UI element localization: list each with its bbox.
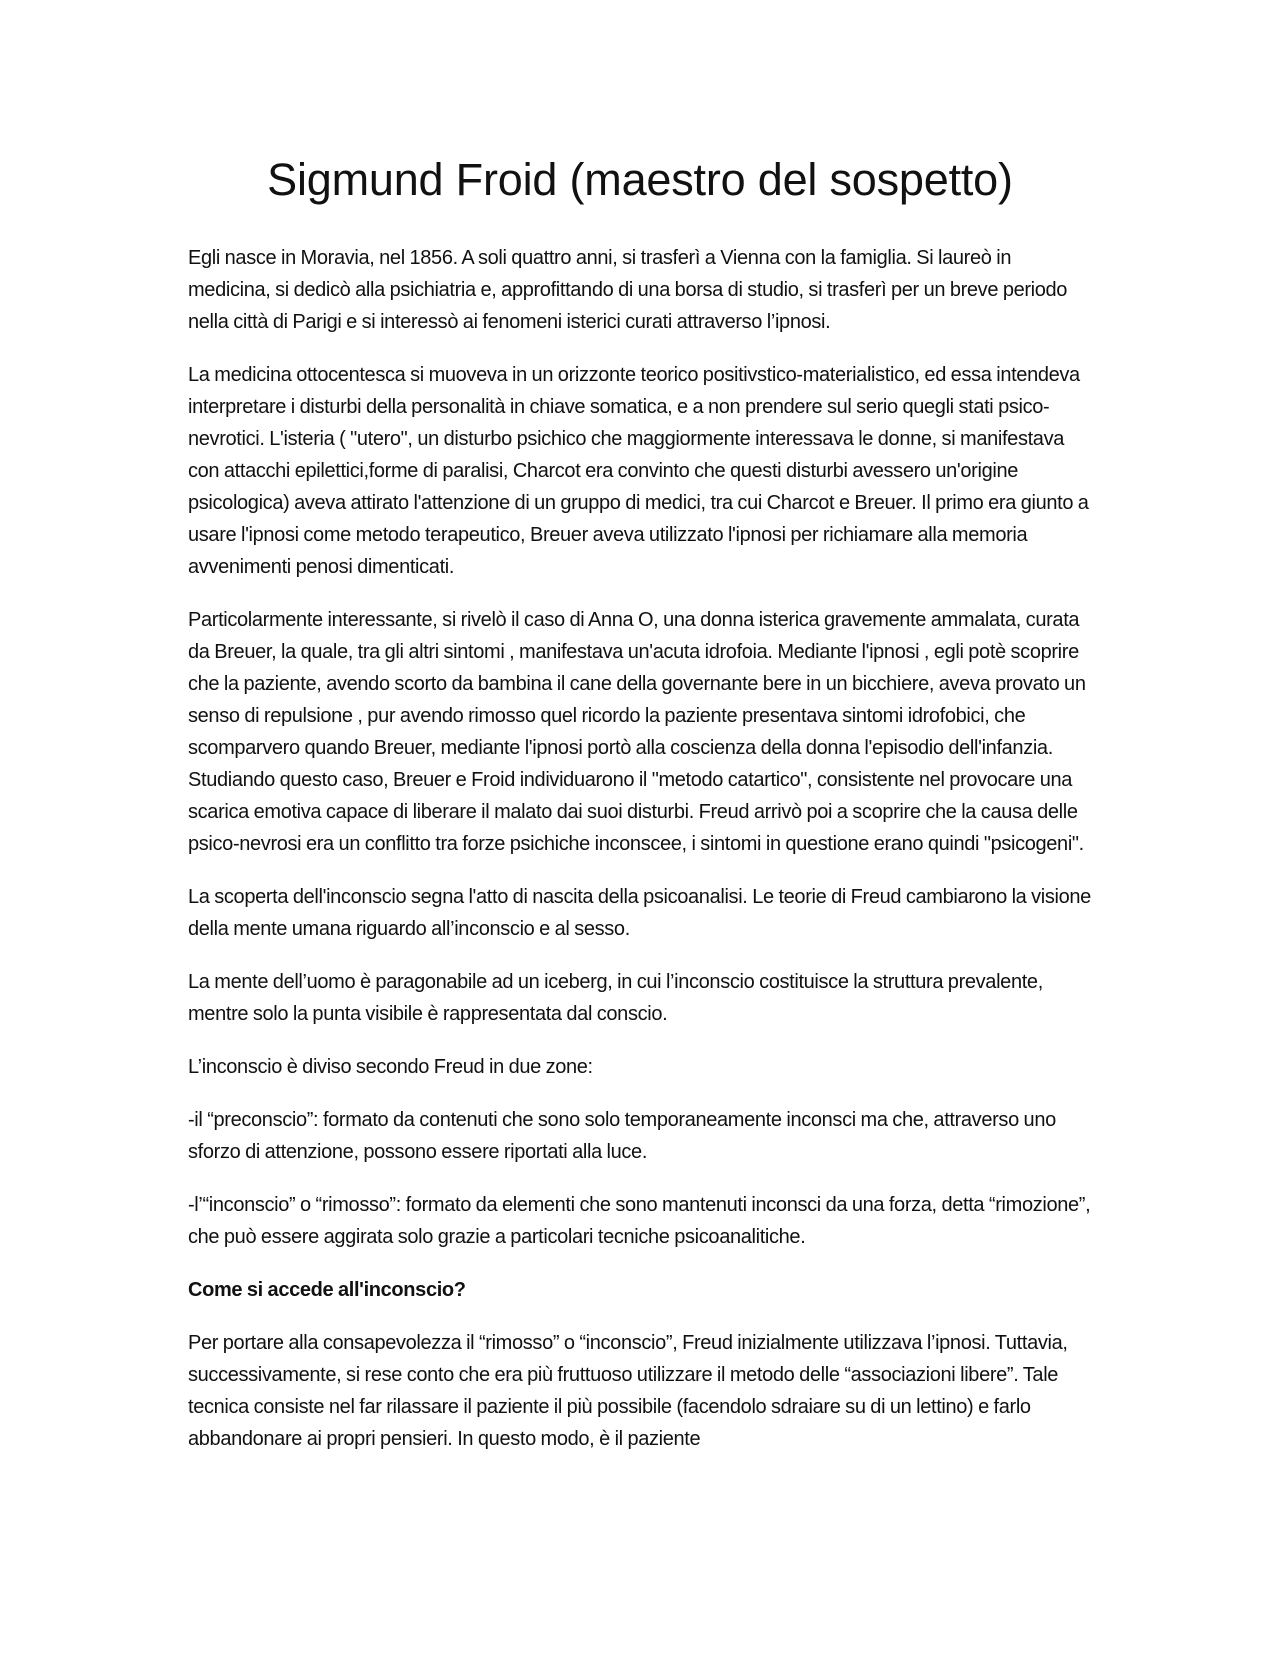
paragraph-biography: Egli nasce in Moravia, nel 1856. A soli quattro anni, si trasferì a Vienna con la famiglia. Si laureò in medicina, si dedicò alla psichiatria e, approfittando di una borsa di studio, si trasferì per un breve periodo nella città di Parigi e si interessò ai fenomeni isterici curati attraverso l’ipnosi.: [188, 247, 1068, 333]
document-title: Sigmund Froid (maestro del sospetto): [267, 154, 1013, 205]
paragraph-free-association: Per portare alla consapevolezza il “rimosso” o “inconscio”, Freud inizialmente utilizzava l’ipnosi. Tuttavia, successivamente, si rese conto che era più fruttuoso utilizzare il metodo delle “associazioni libere”. Tale tecnica consiste nel far rilassare il paziente il più possibile (facendolo sdraiare su di un lettino) e farlo abbandonare ai propri pensieri. In questo modo, è il paziente: [188, 1332, 1068, 1450]
paragraph-iceberg: La mente dell’uomo è paragonabile ad un iceberg, in cui l’inconscio costituisce la struttura prevalente, mentre solo la punta visibile è rappresentata dal conscio.: [188, 971, 1043, 1025]
paragraph-preconscious: -il “preconscio”: formato da contenuti che sono solo temporaneamente inconsci ma che, attraverso uno sforzo di attenzione, possono essere riportati alla luce.: [188, 1109, 1056, 1163]
paragraph-anna-o: Particolarmente interessante, si rivelò il caso di Anna O, una donna isterica gravemente ammalata, curata da Breuer, la quale, tra gli altri sintomi , manifestava un'acuta idrofoia. Mediante l'ipnosi , egli potè scoprire che la paziente, avendo scorto da bambina il cane della governante bere in un bicchiere, aveva provato un senso di repulsione , pur avendo rimosso quel ricordo la paziente presentava sintomi idrofobici, che scomparvero quando Breuer, mediante l'ipnosi portò alla coscienza della donna l'episodio dell'infanzia. Studiando questo caso, Breuer e Froid individuarono il "metodo catartico", consistente nel provocare una scarica emotiva capace di liberare il malato dai suoi disturbi. Freud arrivò poi a scoprire che la causa delle psico-nevrosi era un conflitto tra forze psichiche inconscee, i sintomi in questione erano quindi "psicogeni".: [188, 609, 1086, 855]
paragraph-medicine: La medicina ottocentesca si muoveva in un orizzonte teorico positivstico-materialistico, ed essa intendeva interpretare i disturbi della personalità in chiave somatica, e a non prendere sul serio quegli stati psico-nevrotici. L'isteria ( "utero", un disturbo psichico che maggiormente interessava le donne, si manifestava con attacchi epilettici,forme di paralisi, Charcot era convinto che questi disturbi avessero un'origine psicologica) aveva attirato l'attenzione di un gruppo di medici, tra cui Charcot e Breuer. Il primo era giunto a usare l'ipnosi come metodo terapeutico, Breuer aveva utilizzato l'ipnosi per richiamare alla memoria avvenimenti penosi dimenticati.: [188, 364, 1089, 578]
paragraph-psychoanalysis: La scoperta dell'inconscio segna l'atto di nascita della psicoanalisi. Le teorie di Freud cambiarono la visione della mente umana riguardo all’inconscio e al sesso.: [188, 886, 1091, 940]
paragraph-repressed: -l’“inconscio” o “rimosso”: formato da elementi che sono mantenuti inconsci da una forza, detta “rimozione”, che può essere aggirata solo grazie a particolari tecniche psicoanalitiche.: [188, 1194, 1091, 1248]
section-heading: Come si accede all'inconscio?: [188, 1279, 466, 1301]
paragraph-zones-intro: L’inconscio è diviso secondo Freud in due zone:: [188, 1056, 593, 1078]
document-body: [188, 242, 1098, 1476]
